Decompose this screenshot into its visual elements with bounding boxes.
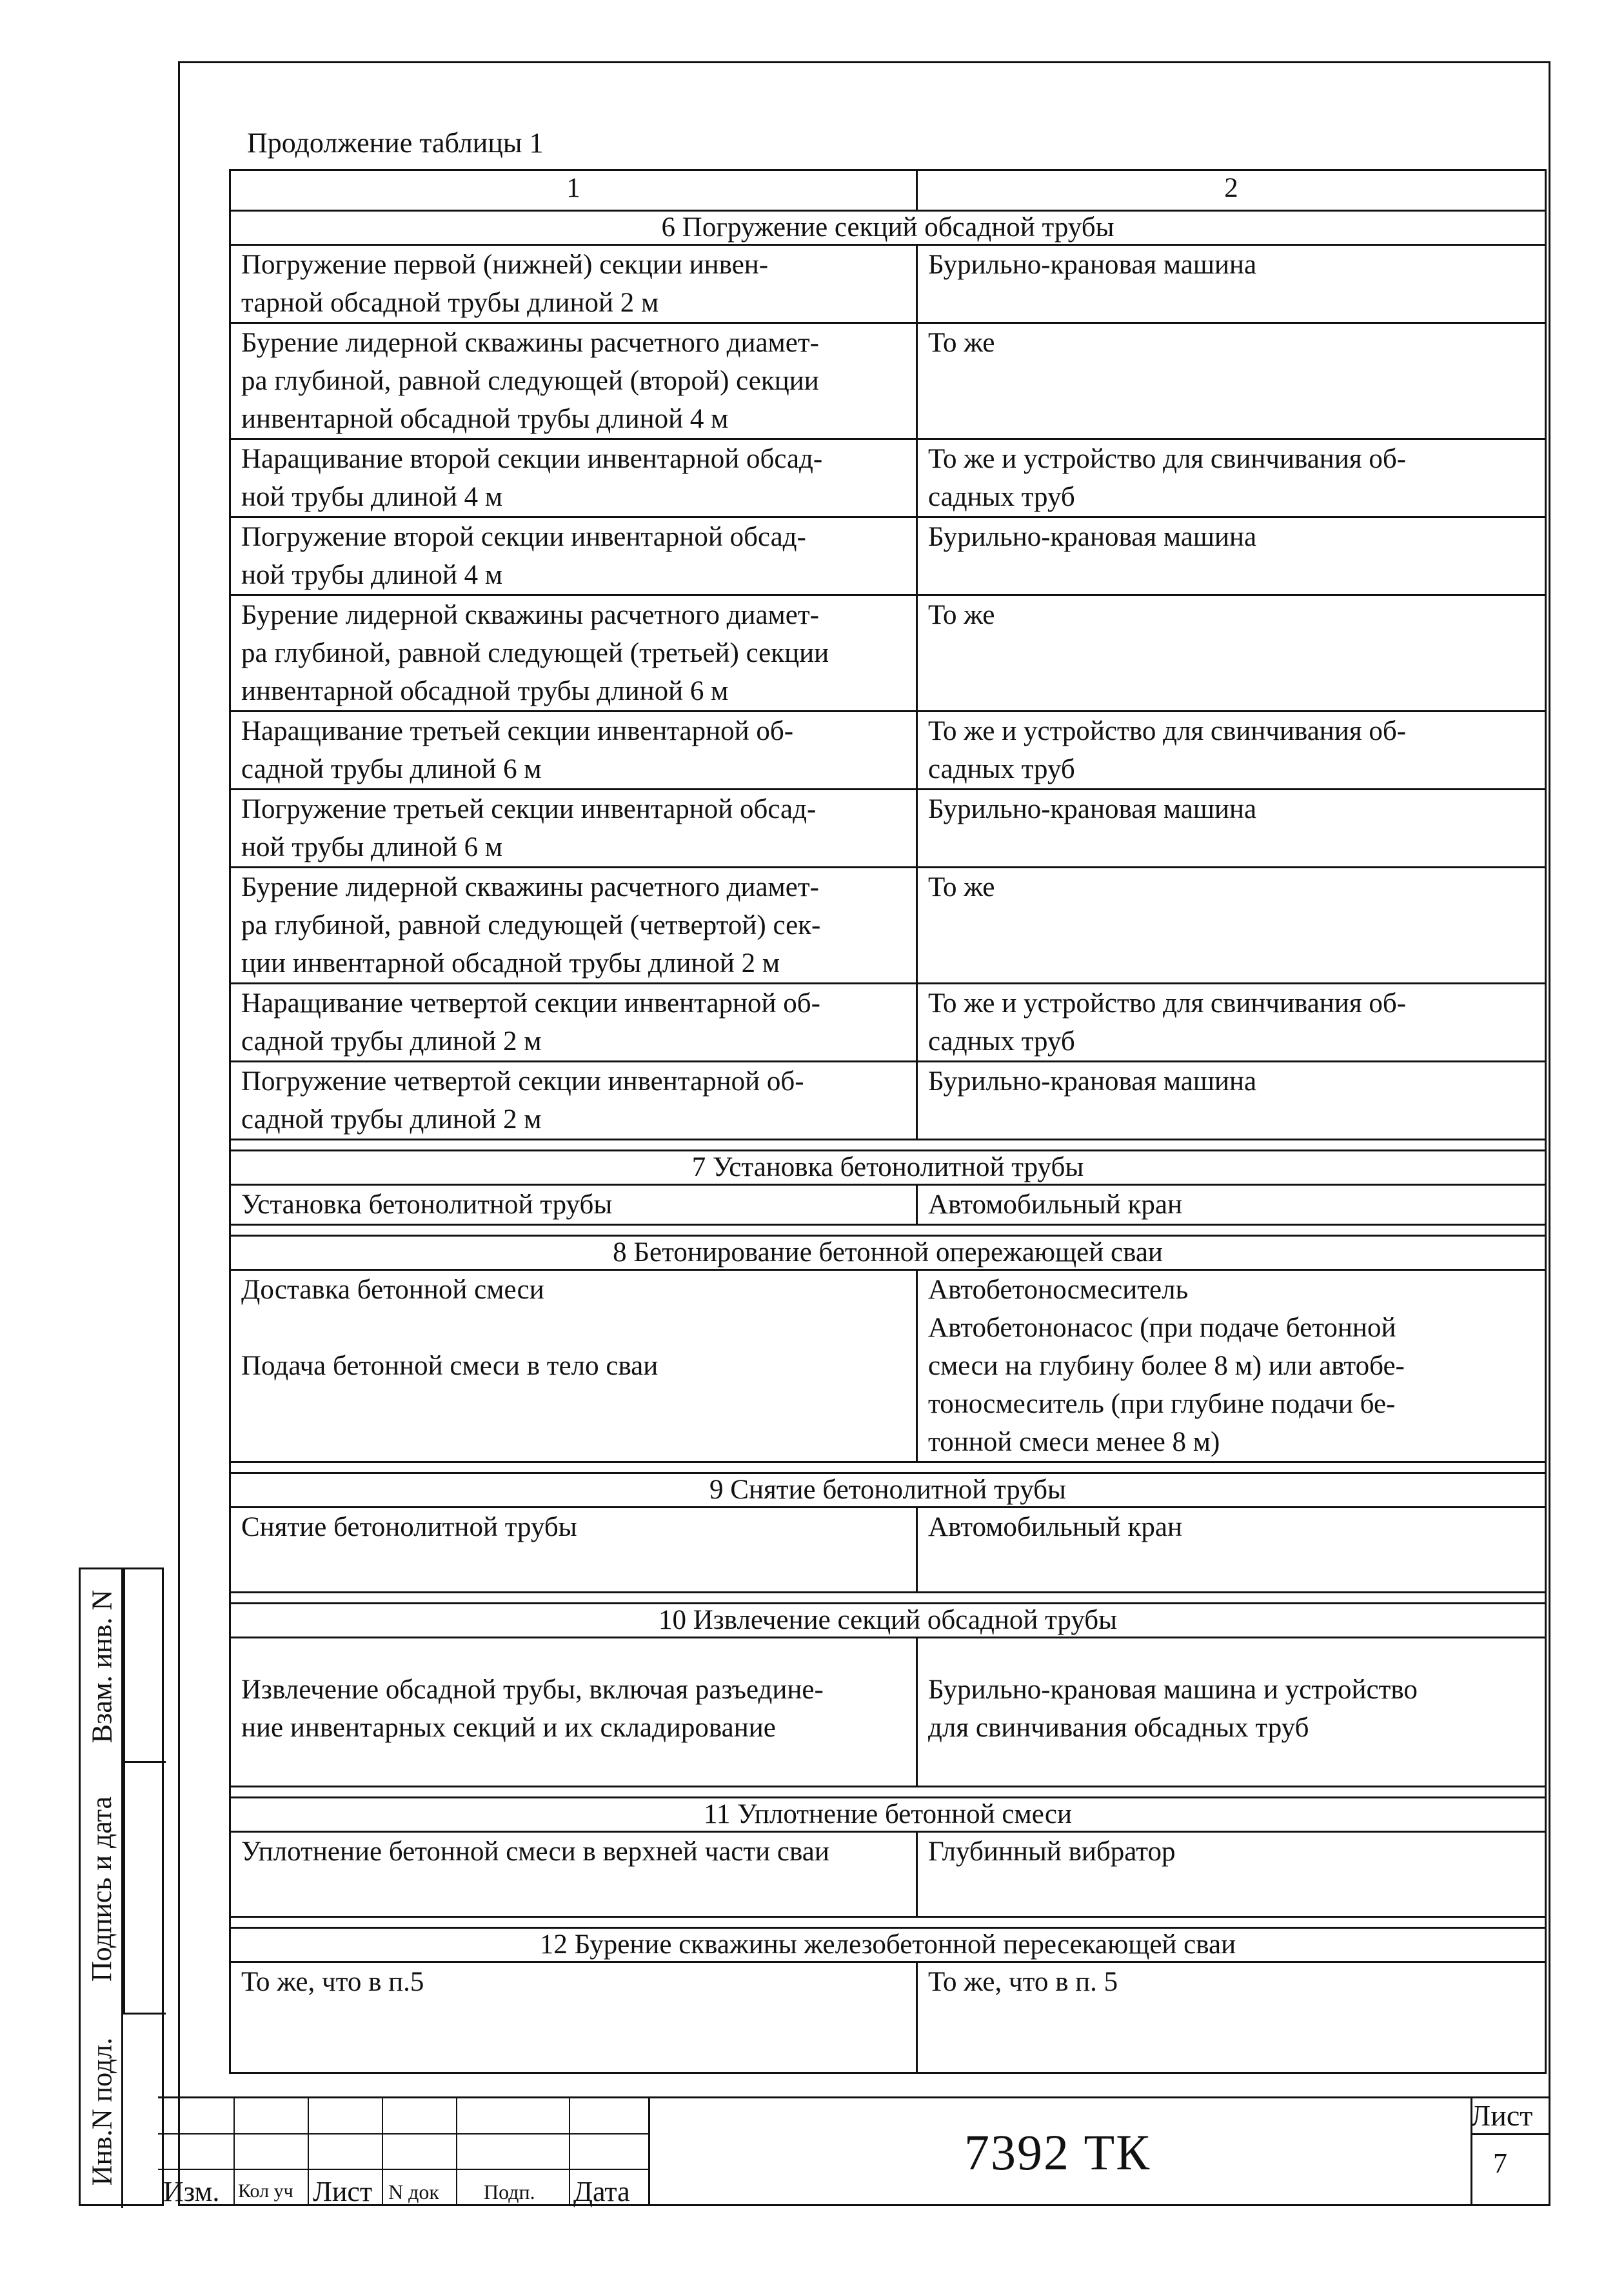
section-title: 7 Установка бетонолитной трубы	[230, 1151, 1546, 1185]
equipment-cell-text: То же, что в п. 5	[928, 1967, 1118, 1997]
equipment-cell-text: Бурильно-крановая машина	[928, 794, 1257, 824]
operation-cell	[230, 517, 917, 595]
equipment-cell	[917, 1962, 1546, 2073]
table-row	[230, 323, 1546, 439]
stamp-row-line-1	[158, 2133, 648, 2135]
operation-cell	[230, 1270, 917, 1462]
vzam-cell	[123, 1569, 166, 1763]
table-row	[230, 517, 1546, 595]
header-col-2: 2	[917, 170, 1546, 211]
section-title-row	[230, 211, 1546, 245]
equipment-cell-text: То же	[928, 600, 995, 630]
equipment-cell-text: Автобетоносмеситель Автобетононасос (при подаче бетонной смеси на глубину более 8 м) или автобе- тоносмеситель (при глубине подачи бе- тонной смеси менее 8 м)	[928, 1275, 1405, 1457]
operation-cell-text: Погружение второй секции инвентарной обсад- ной трубы длиной 4 м	[241, 522, 806, 590]
stamp-izm: Изм.	[163, 2176, 220, 2207]
section-title: 8 Бетонирование бетонной опережающей сваи	[230, 1236, 1546, 1270]
document-code: 7392 ТК	[964, 2124, 1151, 2180]
equipment-cell	[917, 245, 1546, 323]
stamp-col-5	[569, 2096, 570, 2206]
operation-cell-text: Установка бетонолитной трубы	[241, 1189, 613, 1220]
strip-divider	[81, 1569, 123, 2208]
operation-cell	[230, 1832, 917, 1917]
equipment-cell	[917, 984, 1546, 1062]
section-title-row	[230, 1604, 1546, 1638]
stamp-col-4	[456, 2096, 457, 2206]
equipment-cell	[917, 1062, 1546, 1140]
sheet-label: Лист	[1471, 2099, 1533, 2132]
table-row	[230, 1270, 1546, 1462]
table-row	[230, 245, 1546, 323]
operation-cell-text: Наращивание четвертой секции инвентарной об- садной трубы длиной 2 м	[241, 988, 821, 1057]
vzam-label: Взам. инв. N	[86, 1589, 118, 1743]
section-gap	[230, 1917, 1546, 1928]
section-gap-cell	[230, 1140, 1546, 1151]
operation-cell-text: Уплотнение бетонной смеси в верхней части сваи	[241, 1836, 829, 1867]
table-row	[230, 439, 1546, 517]
operation-cell-text: Бурение лидерной скважины расчетного диамет- ра глубиной, равной следующей (четвертой) сек- ции инвентарной обсадной трубы длиной 2 м	[241, 872, 821, 979]
equipment-cell-text: Глубинный вибратор	[928, 1836, 1176, 1867]
section-title: 11 Уплотнение бетонной смеси	[230, 1798, 1546, 1832]
equipment-cell	[917, 517, 1546, 595]
equipment-cell-text: То же и устройство для свинчивания об- садных труб	[928, 716, 1407, 784]
section-gap-cell	[230, 1593, 1546, 1604]
operation-cell	[230, 1062, 917, 1140]
podpis-label: Подпись и дата	[86, 1796, 118, 1982]
stamp-list: Лист	[313, 2176, 373, 2207]
header-col-1: 1	[230, 170, 917, 211]
table-row	[230, 1185, 1546, 1225]
operation-cell-text: Наращивание второй секции инвентарной обсад- ной трубы длиной 4 м	[241, 444, 823, 512]
equipment-cell-text: Бурильно-крановая машина	[928, 1066, 1257, 1097]
equipment-cell-text: То же	[928, 872, 995, 902]
table-row	[230, 790, 1546, 868]
equipment-cell	[917, 712, 1546, 790]
operation-cell-text: Доставка бетонной смеси	[241, 1275, 544, 1305]
equipment-cell	[917, 790, 1546, 868]
operation-cell	[230, 1508, 917, 1593]
stamp-row-line-2	[158, 2169, 648, 2170]
section-title-row	[230, 1798, 1546, 1832]
equipment-cell-text: Автомобильный кран	[928, 1512, 1183, 1542]
operation-cell-text: Наращивание третьей секции инвентарной об- садной трубы длиной 6 м	[241, 716, 794, 784]
operation-cell	[230, 712, 917, 790]
operation-cell	[230, 439, 917, 517]
equipment-cell	[917, 868, 1546, 984]
section-title: 6 Погружение секций обсадной трубы	[230, 211, 1546, 245]
equipment-table	[229, 169, 1547, 2074]
equipment-cell	[917, 1270, 1546, 1462]
table-row	[230, 1962, 1546, 2073]
section-title: 9 Снятие бетонолитной трубы	[230, 1473, 1546, 1508]
operation-cell-text: То же, что в п.5	[241, 1967, 424, 1997]
left-binding-strip	[79, 1567, 164, 2206]
operation-cell	[230, 1962, 917, 2073]
operation-cell-text: Погружение третьей секции инвентарной обсад- ной трубы длиной 6 м	[241, 794, 817, 862]
table-row	[230, 1832, 1546, 1917]
section-gap-cell	[230, 1917, 1546, 1928]
equipment-cell-text: Бурильно-крановая машина и устройство для свинчивания обсадных труб	[928, 1675, 1418, 1743]
equipment-cell-text: Бурильно-крановая машина	[928, 522, 1257, 552]
podpis-cell	[123, 1763, 166, 2015]
equipment-cell	[917, 595, 1546, 712]
stamp-podp: Подп.	[484, 2180, 535, 2204]
title-block	[158, 2096, 1550, 2206]
section-title: 12 Бурение скважины железобетонной пересекающей сваи	[230, 1928, 1546, 1962]
stamp-kol: Кол уч	[238, 2180, 293, 2202]
table-row	[230, 868, 1546, 984]
operation-cell	[230, 1185, 917, 1225]
table-header-row	[230, 170, 1546, 211]
table-row	[230, 1508, 1546, 1593]
table-row	[230, 712, 1546, 790]
stamp-col-6	[648, 2096, 650, 2206]
operation-cell-text: Снятие бетонолитной трубы	[241, 1512, 577, 1542]
section-title-row	[230, 1236, 1546, 1270]
operation-cell-text: Извлечение обсадной трубы, включая разъедине- ние инвентарных секций и их складирование	[241, 1675, 824, 1743]
equipment-cell-text: То же и устройство для свинчивания об- садных труб	[928, 988, 1407, 1057]
operation-cell	[230, 595, 917, 712]
section-title-row	[230, 1473, 1546, 1508]
section-gap	[230, 1140, 1546, 1151]
operation-cell-text: Бурение лидерной скважины расчетного диамет- ра глубиной, равной следующей (третьей) секции инвентарной обсадной трубы длиной 6 м	[241, 600, 829, 706]
operation-cell-text: Погружение четвертой секции инвентарной об- садной трубы длиной 2 м	[241, 1066, 804, 1135]
equipment-cell	[917, 323, 1546, 439]
section-gap-cell	[230, 1787, 1546, 1798]
equipment-cell-text: То же	[928, 328, 995, 358]
operation-cell	[230, 868, 917, 984]
operation-cell-text: Бурение лидерной скважины расчетного диамет- ра глубиной, равной следующей (второй) секции инвентарной обсадной трубы длиной 4 м	[241, 328, 819, 434]
operation-cell-text: Погружение первой (нижней) секции инвен- тарной обсадной трубы длиной 2 м	[241, 250, 769, 318]
inv-label: Инв.N подл.	[86, 2037, 118, 2185]
section-gap-cell	[230, 1462, 1546, 1473]
sheet-number: 7	[1493, 2147, 1507, 2179]
stamp-sheet-line	[1471, 2133, 1550, 2135]
section-gap	[230, 1462, 1546, 1473]
equipment-cell-text: Автомобильный кран	[928, 1189, 1183, 1220]
operation-cell	[230, 323, 917, 439]
stamp-col-3	[382, 2096, 383, 2206]
operation-cell-text-2: Подача бетонной смеси в тело сваи	[241, 1351, 659, 1381]
section-title: 10 Извлечение секций обсадной трубы	[230, 1604, 1546, 1638]
table-row	[230, 1062, 1546, 1140]
stamp-col-2	[308, 2096, 309, 2206]
equipment-cell-text: То же и устройство для свинчивания об- садных труб	[928, 444, 1407, 512]
table-row	[230, 595, 1546, 712]
stamp-data: Дата	[573, 2176, 630, 2207]
equipment-cell-text: Бурильно-крановая машина	[928, 250, 1257, 280]
table-row	[230, 984, 1546, 1062]
equipment-cell	[917, 1508, 1546, 1593]
table-caption: Продолжение таблицы 1	[247, 127, 544, 159]
operation-cell	[230, 790, 917, 868]
equipment-cell	[917, 1638, 1546, 1787]
section-gap	[230, 1225, 1546, 1236]
equipment-cell	[917, 1832, 1546, 1917]
operation-cell	[230, 984, 917, 1062]
operation-cell	[230, 245, 917, 323]
equipment-cell	[917, 439, 1546, 517]
section-gap	[230, 1787, 1546, 1798]
stamp-ndok: N док	[388, 2180, 439, 2204]
table-row	[230, 1638, 1546, 1787]
section-gap	[230, 1593, 1546, 1604]
equipment-cell	[917, 1185, 1546, 1225]
section-title-row	[230, 1928, 1546, 1962]
section-gap-cell	[230, 1225, 1546, 1236]
stamp-col-1	[233, 2096, 235, 2206]
operation-cell	[230, 1638, 917, 1787]
section-title-row	[230, 1151, 1546, 1185]
stamp-top-line	[158, 2096, 1550, 2098]
